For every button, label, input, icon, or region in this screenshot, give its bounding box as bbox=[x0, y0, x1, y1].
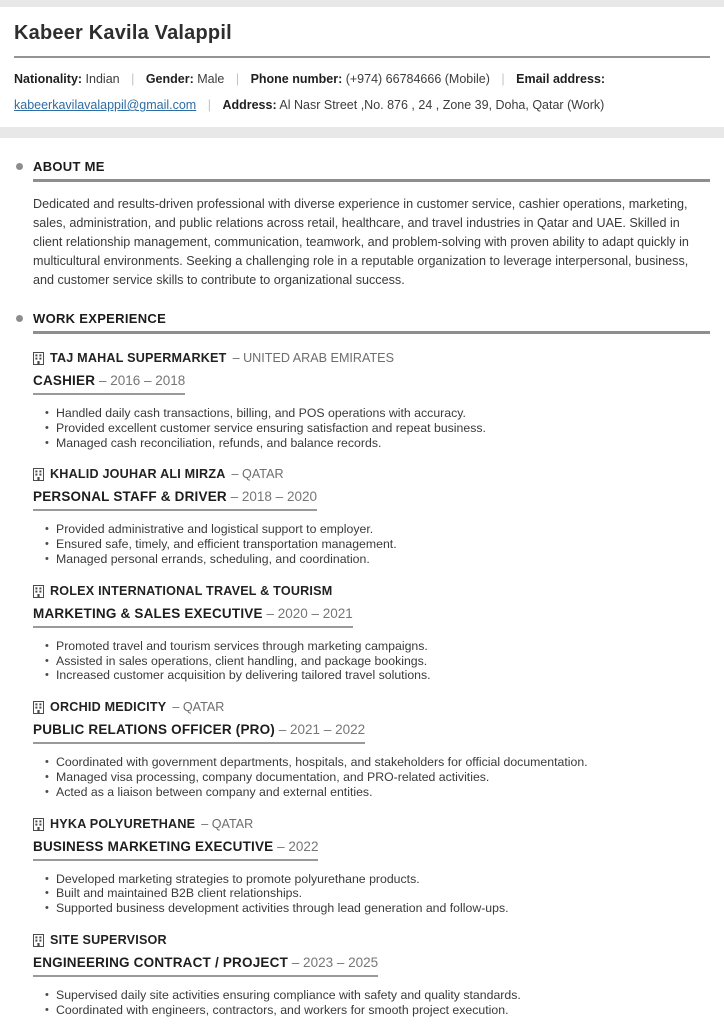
duty-item: • Promoted travel and tourism services through marketing campaigns. bbox=[56, 639, 710, 654]
duty-list bbox=[33, 755, 710, 799]
company-name: TAJ MAHAL SUPERMARKET bbox=[50, 351, 227, 365]
company-name: HYKA POLYURETHANE bbox=[50, 816, 196, 831]
separator: | bbox=[235, 72, 240, 86]
duty-item: • Increased customer acquisition by delivering tailored travel solutions. bbox=[56, 668, 710, 683]
work-entry bbox=[33, 467, 710, 566]
email-link[interactable]: kabeerkavilavalappil@gmail.com bbox=[14, 98, 197, 112]
company-line bbox=[33, 933, 710, 948]
separator: | bbox=[501, 72, 505, 86]
duty-list bbox=[33, 988, 710, 1018]
work-heading: WORK EXPERIENCE bbox=[33, 311, 167, 326]
role-title: ENGINEERING CONTRACT / PROJECT bbox=[33, 954, 289, 970]
section-work-experience bbox=[0, 311, 724, 1018]
about-heading: ABOUT ME bbox=[33, 159, 105, 174]
duty-item: • Built and maintained B2B client relationships. bbox=[56, 886, 710, 901]
role-line bbox=[33, 606, 353, 628]
duty-list bbox=[33, 639, 710, 683]
duty-item: • Assisted in sales operations, client handling, and package bookings. bbox=[56, 654, 710, 669]
role-title: MARKETING & SALES EXECUTIVE bbox=[33, 605, 263, 621]
company-name: ORCHID MEDICITY bbox=[50, 700, 167, 715]
separator: | bbox=[207, 98, 211, 112]
duty-item: • Acted as a liaison between company and external entities. bbox=[56, 785, 710, 800]
building-icon bbox=[33, 701, 44, 714]
duty-item: • Ensured safe, timely, and efficient transportation management. bbox=[56, 537, 710, 552]
duty-item: • Managed cash reconciliation, refunds, and balance records. bbox=[56, 436, 710, 451]
duty-item: • Coordinated with engineers, contractors, and workers for smooth project execution. bbox=[56, 1003, 710, 1018]
role-dates: – 2018 – 2020 bbox=[230, 489, 317, 505]
section-about bbox=[0, 159, 724, 290]
company-location: – QATAR bbox=[231, 467, 284, 482]
work-entry bbox=[33, 817, 710, 916]
role-dates: – 2020 – 2021 bbox=[266, 605, 353, 621]
separator: | bbox=[131, 72, 135, 86]
company-line bbox=[33, 584, 710, 599]
work-heading-row bbox=[14, 311, 710, 334]
nationality-value: Indian bbox=[85, 72, 120, 86]
contact-line-2 bbox=[14, 98, 710, 113]
duty-list bbox=[33, 406, 710, 450]
address-label: Address: bbox=[222, 98, 277, 112]
role-title: BUSINESS MARKETING EXECUTIVE bbox=[33, 838, 274, 854]
resume-header bbox=[0, 21, 724, 113]
company-line bbox=[33, 467, 710, 482]
company-location: – UNITED ARAB EMIRATES bbox=[232, 351, 394, 365]
role-dates: – 2016 – 2018 bbox=[98, 373, 186, 388]
company-line bbox=[33, 700, 710, 715]
phone-value: (+974) 66784666 (Mobile) bbox=[345, 72, 490, 86]
company-location: – QATAR bbox=[201, 816, 254, 831]
building-icon bbox=[33, 934, 44, 947]
building-icon bbox=[33, 468, 44, 481]
role-title: CASHIER bbox=[33, 373, 96, 388]
work-heading-rule bbox=[33, 331, 710, 334]
role-line bbox=[33, 373, 185, 395]
work-entries bbox=[33, 351, 710, 1018]
contact-line-1 bbox=[14, 72, 710, 87]
duty-item: • Coordinated with government departments, hospitals, and stakeholders for official documentation. bbox=[56, 755, 710, 770]
role-line bbox=[33, 489, 317, 511]
page-top-margin-band bbox=[0, 0, 724, 7]
duty-item: • Developed marketing strategies to promote polyurethane products. bbox=[56, 872, 710, 887]
email-label: Email address: bbox=[516, 72, 606, 86]
address-value: Al Nasr Street ,No. 876 , 24 , Zone 39, Doha, Qatar (Work) bbox=[279, 98, 605, 112]
building-icon bbox=[33, 352, 44, 365]
duty-item: • Provided excellent customer service ensuring satisfaction and repeat business. bbox=[56, 421, 710, 436]
work-entry bbox=[33, 700, 710, 799]
duty-list bbox=[33, 872, 710, 916]
duty-item: • Managed visa processing, company documentation, and PRO-related activities. bbox=[56, 770, 710, 785]
about-heading-row bbox=[14, 159, 710, 182]
company-line bbox=[33, 817, 710, 832]
work-entry bbox=[33, 351, 710, 450]
section-bullet-icon bbox=[16, 315, 23, 322]
duty-item: • Provided administrative and logistical support to employer. bbox=[56, 522, 710, 537]
company-location: – QATAR bbox=[172, 700, 225, 715]
duty-item: • Supervised daily site activities ensuring compliance with safety and quality standards. bbox=[56, 988, 710, 1003]
role-line bbox=[33, 955, 378, 977]
role-dates: – 2022 bbox=[277, 838, 319, 854]
work-entry bbox=[33, 933, 710, 1018]
phone-label: Phone number: bbox=[250, 72, 343, 86]
header-body-divider-band bbox=[0, 127, 724, 138]
role-line bbox=[33, 722, 365, 744]
role-dates: – 2023 – 2025 bbox=[291, 954, 379, 970]
role-title: PERSONAL STAFF & DRIVER bbox=[33, 489, 227, 505]
company-name: SITE SUPERVISOR bbox=[50, 932, 167, 947]
about-paragraph: Dedicated and results-driven professional with diverse experience in customer service, cashier operations, marketing, sales, administration, and public relations across retail, healthcare, and travel industries in Qatar and UAE. Skilled in client relationship management, communication, teamwork, and problem-solving with proven ability to adapt quickly in multicultural environments. Seeking a challenging role in a reputable organization to leverage interpersonal, business, and customer service skills to contribute to organizational success. bbox=[33, 197, 689, 287]
gender-label: Gender: bbox=[145, 72, 194, 86]
duty-item: • Managed personal errands, scheduling, and coordination. bbox=[56, 552, 710, 567]
work-entry bbox=[33, 584, 710, 683]
role-title: PUBLIC RELATIONS OFFICER (PRO) bbox=[33, 722, 275, 738]
page-title: Kabeer Kavila Valappil bbox=[14, 22, 232, 44]
nationality-label: Nationality: bbox=[14, 72, 83, 86]
duty-item: • Supported business development activities through lead generation and follow-ups. bbox=[56, 901, 710, 916]
building-icon bbox=[33, 818, 44, 831]
gender-value: Male bbox=[197, 72, 225, 86]
role-line bbox=[33, 839, 318, 861]
company-name: KHALID JOUHAR ALI MIRZA bbox=[50, 467, 226, 482]
building-icon bbox=[33, 585, 44, 598]
header-divider bbox=[14, 56, 710, 58]
section-bullet-icon bbox=[16, 163, 23, 170]
duty-item: • Handled daily cash transactions, billing, and POS operations with accuracy. bbox=[56, 406, 710, 421]
company-line bbox=[33, 351, 710, 366]
company-name: ROLEX INTERNATIONAL TRAVEL & TOURISM bbox=[50, 583, 333, 598]
about-heading-rule bbox=[33, 179, 710, 182]
duty-list bbox=[33, 522, 710, 566]
role-dates: – 2021 – 2022 bbox=[278, 722, 366, 738]
